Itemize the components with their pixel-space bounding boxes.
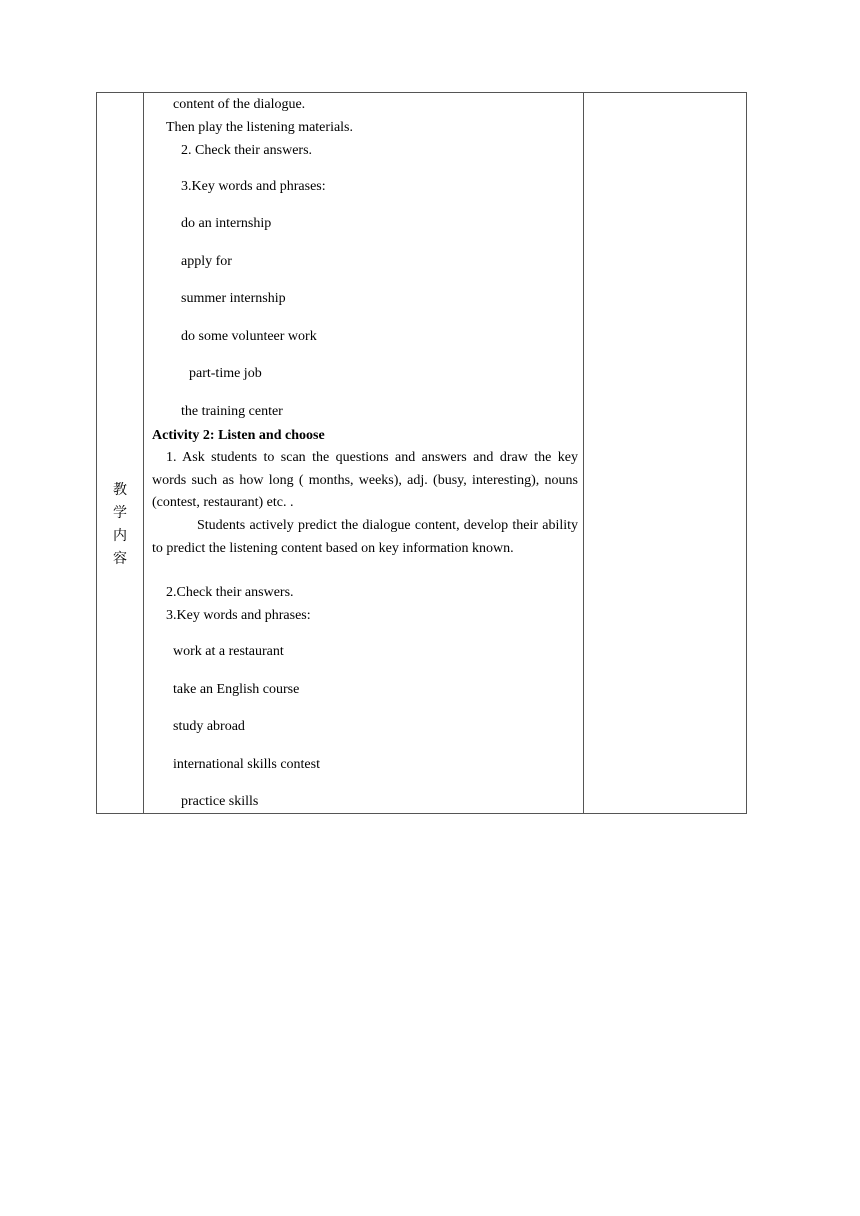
side-label-char: 学 bbox=[113, 505, 127, 521]
key-phrase: take an English course bbox=[173, 682, 300, 697]
key-phrase: summer internship bbox=[181, 291, 286, 306]
activity-2-paragraph-1: 1. Ask students to scan the questions and answers and draw the key words such as how long ( months, weeks), adj. (busy, interesting), nouns (contest, restaurant) etc. . bbox=[152, 450, 578, 510]
text-line: 2. Check their answers. bbox=[181, 143, 313, 158]
activity-2-heading: Activity 2: Listen and choose bbox=[152, 428, 325, 443]
key-phrase: the training center bbox=[181, 404, 283, 419]
side-label-char: 内 bbox=[113, 528, 127, 544]
key-phrase: study abroad bbox=[173, 719, 245, 734]
key-phrase: apply for bbox=[181, 254, 232, 269]
text-line: content of the dialogue. bbox=[173, 97, 306, 112]
text-line: Then play the listening materials. bbox=[166, 120, 354, 135]
key-phrase: do some volunteer work bbox=[181, 329, 317, 344]
content-cell bbox=[144, 93, 583, 813]
side-label-char: 容 bbox=[113, 551, 127, 567]
text-line: 3.Key words and phrases: bbox=[166, 608, 311, 623]
side-label-char: 教 bbox=[113, 482, 127, 498]
key-phrase: do an internship bbox=[181, 216, 272, 231]
text-line: 2.Check their answers. bbox=[166, 585, 294, 600]
teaching-content-label bbox=[97, 479, 143, 571]
text-line: 3.Key words and phrases: bbox=[181, 179, 326, 194]
key-phrase: practice skills bbox=[181, 794, 259, 809]
lesson-table bbox=[96, 92, 747, 814]
key-phrase: part-time job bbox=[189, 366, 262, 381]
key-phrase: international skills contest bbox=[173, 757, 320, 772]
notes-cell bbox=[584, 93, 746, 813]
key-phrase: work at a restaurant bbox=[173, 644, 284, 659]
activity-2-paragraph-2: Students actively predict the dialogue content, develop their ability to predict the listening content based on key information known. bbox=[152, 518, 578, 556]
